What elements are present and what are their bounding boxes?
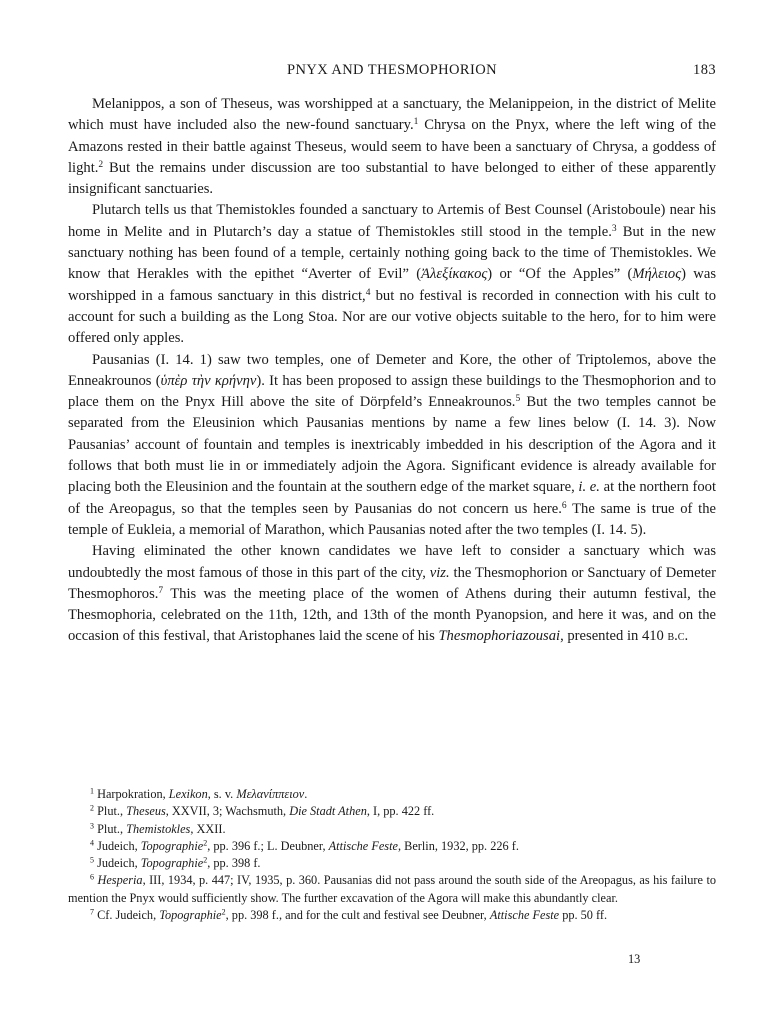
footnote-ref: 3: [611, 223, 617, 234]
text-run: but no festival is recorded in connection with his cult to account for such a building as the Long Stoa. Nor are our votive objects suitable to the hero, for to him were offered only apples.: [68, 287, 716, 347]
footnote: [68, 838, 716, 855]
text-run: , Berlin, 1932, pp. 226 f.: [397, 838, 519, 853]
text-run: Melanippos, a son of Theseus, was worshipped at a sanctuary, the Melanippeion, in the district of Melite which must have included also the new-found sanctuary.: [68, 96, 716, 134]
footnote-ref: 4: [365, 287, 371, 298]
footnote: [68, 872, 716, 907]
italic-text: Topographie: [140, 838, 204, 853]
body-text: [68, 94, 716, 648]
footnote: [68, 803, 716, 820]
italic-text: Attische Feste: [489, 908, 560, 923]
italic-text: Μήλειος: [632, 266, 682, 283]
text-run: Pausanias (I. 14. 1) saw two temples, one of Demeter and Kore, the other of Triptolemos, above the Enneakrounos (: [68, 351, 716, 389]
italic-text: i. e.: [578, 479, 600, 496]
italic-text: Topographie: [140, 856, 204, 871]
footnote: [68, 821, 716, 838]
paragraph: [68, 350, 716, 542]
text-run: ). It has been proposed to assign these buildings to the Thesmophorion and to place them on the Pnyx Hill above the site of Dörpfeld’s Enneakrounos.: [68, 372, 716, 411]
text-run: But the remains under discussion are too substantial to have belonged to either of these apparently insignificant sanctuaries.: [68, 159, 716, 198]
footnote-ref: 4: [90, 838, 94, 848]
text-run: Judeich,: [94, 838, 141, 853]
italic-text: Attische Feste: [328, 838, 398, 853]
italic-text: Theseus: [126, 804, 166, 819]
footnote-ref: 7: [90, 907, 94, 917]
footnote: [68, 786, 716, 803]
paragraph: [68, 541, 716, 647]
footnote-ref: 5: [515, 393, 521, 404]
footnote: [68, 855, 716, 872]
text-run: the Thesmophorion or Sanctuary of Demeter Thesmophoros.: [68, 564, 716, 602]
italic-text: Themistokles: [126, 821, 191, 836]
text-run: Cf. Judeich,: [94, 908, 160, 923]
text-run: Plut.,: [94, 804, 127, 819]
text-run: pp. 50 ff.: [559, 908, 608, 923]
italic-text: Lexikon: [168, 787, 208, 801]
footnote-ref: 1: [90, 786, 94, 796]
text-run: This was the meeting place of the women of Athens during their autumn festival, the Thesmophoria, celebrated on the 11th, 12th, and 13th of the month Pyanopsion, and here it was, and on the occasion of this festival, that Aristophanes laid the scene of his: [68, 585, 716, 645]
running-title: PNYX AND THESMOPHORION: [287, 62, 497, 78]
text-run: , s. v.: [207, 787, 237, 801]
italic-text: Hesperia: [97, 873, 143, 888]
italic-text: Die Stadt Athen: [289, 804, 367, 819]
text-run: Chrysa on the Pnyx, where the left wing of the Amazons rested in their battle against Theseus, would seem to have been a sanctuary of Chrysa, a goddess of light.: [68, 117, 716, 176]
footnote-ref: 2: [90, 803, 94, 813]
paragraph: [68, 94, 716, 200]
text-run: But the two temples cannot be separated from the Eleusinion which Pausanias mentions by name a few lines below (I. 14. 3). Now Pausanias’ account of fountain and temples is inextricably imbedded in his description of the Agora and it follows that both must lie in or immediately adjoin the Agora. Significant evidence is already available for placing both the Eleusinion and the fountain at the southern edge of the market square,: [68, 394, 716, 496]
text-run: , XXVII, 3; Wachsmuth,: [165, 804, 290, 819]
text-run: Plutarch tells us that Themistokles founded a sanctuary to Artemis of Best Counsel (Aristoboule) near his home in Melite and in Plutarch’s day a statue of Themistokles still stood in the temple.: [68, 202, 716, 240]
footnote: [68, 907, 716, 924]
footnote-ref: 7: [158, 585, 164, 596]
text-run: , pp. 398 f., and for the cult and festival see Deubner,: [225, 908, 490, 923]
text-run: Harpokration,: [94, 787, 169, 801]
footnote-ref: 2: [221, 907, 226, 917]
paragraph: [68, 200, 716, 349]
footnote-ref: 1: [413, 117, 419, 128]
text-run: Having eliminated the other known candidates we have left to consider a sanctuary which was undoubtedly the most famous of those in this part of the city,: [68, 543, 716, 581]
footnote-ref: 5: [90, 855, 94, 865]
small-caps-text: b.c.: [667, 628, 689, 645]
text-run: at the northern foot of the Areopagus, so that the temples seen by Pausanias do not concern us here.: [68, 479, 716, 517]
footnote-ref: 2: [98, 159, 104, 170]
text-run: , presented in 410: [560, 628, 668, 645]
footnote-ref: 2: [203, 838, 208, 848]
footnote-ref: 6: [561, 500, 567, 511]
text-run: ) or “Of the Apples” (: [487, 266, 633, 283]
footnote-ref: 3: [90, 821, 94, 831]
text-run: , XXII.: [190, 821, 226, 836]
text-run: , pp. 396 f.; L. Deubner,: [207, 838, 329, 853]
running-header: [68, 62, 716, 82]
italic-text: ὑπὲρ τὴν κρήνην: [160, 372, 257, 389]
text-run: Judeich,: [94, 856, 141, 871]
page-number: 183: [693, 62, 716, 78]
text-run: , I, pp. 422 ff.: [366, 804, 435, 819]
footnote-ref: 6: [90, 873, 94, 883]
italic-text: Μελανίππειον: [236, 787, 305, 801]
signature-mark: 13: [628, 952, 641, 966]
italic-text: viz.: [429, 564, 450, 581]
text-run: ) was worshipped in a famous sanctuary in this district,: [68, 266, 716, 304]
italic-text: Ἀλεξίκακος: [421, 266, 488, 283]
text-run: .: [304, 787, 308, 801]
footnote-ref: 2: [203, 855, 208, 865]
text-run: Plut.,: [94, 821, 127, 836]
text-run: , III, 1934, p. 447; IV, 1935, p. 360. Pausanias did not pass around the south side of the Areopagus, as his failure to mention the Pnyx would sufficiently show. The further excavation of the Agora will make this abundantly clear.: [68, 873, 717, 905]
text-run: , pp. 398 f.: [207, 856, 261, 871]
footnotes: [68, 786, 716, 924]
text-run: But in the new sanctuary nothing has been found of a temple, certainly nothing going back to the time of Themistokles. We know that Herakles with the epithet “Averter of Evil” (: [68, 223, 716, 283]
italic-text: Thesmophoriazousai: [438, 628, 561, 645]
text-run: The same is true of the temple of Eukleia, a memorial of Marathon, which Pausanias noted after the two temples (I. 14. 5).: [68, 500, 716, 538]
italic-text: Topographie: [159, 908, 222, 923]
